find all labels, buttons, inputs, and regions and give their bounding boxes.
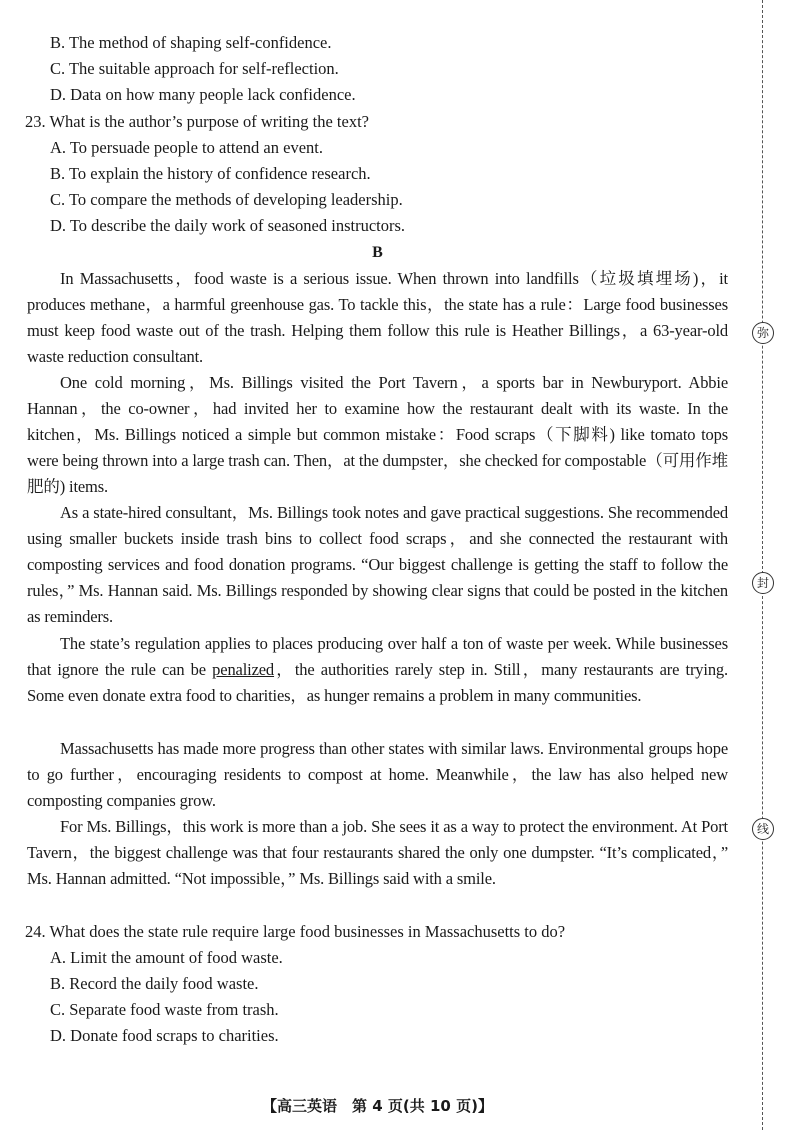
passage-paragraph-3: As a state-hired consultant，Ms. Billings took notes and gave practical suggestions. She recommended using smaller buckets inside trash bins to collect food scraps，and she connected the restaurant with composting services and food donation programs. “Our biggest challenge is getting the staff to follow the rules，” Ms. Hannan said. Ms. Billings responded by showing clear signs that could be posted in the kitchen as reminders. bbox=[27, 503, 728, 626]
section-label: B bbox=[372, 244, 383, 261]
prev-option-b: B. The method of shaping self-confidence. bbox=[50, 33, 332, 52]
underlined-word-penalized: penalized bbox=[212, 660, 275, 679]
q24-option-b: B. Record the daily food waste. bbox=[50, 974, 259, 993]
q24-option-a: A. Limit the amount of food waste. bbox=[50, 948, 283, 967]
seal-mi-icon: 弥 bbox=[752, 322, 774, 344]
passage-paragraph-6: For Ms. Billings，this work is more than a job. She sees it as a way to protect the environment. At Port Tavern，the biggest challenge was that four restaurants shared the only one dumpster. “It’s complicated，” Ms. Hannan admitted. “Not impossible，” Ms. Billings said with a smile. bbox=[27, 817, 728, 888]
q23-option-c: C. To compare the methods of developing leadership. bbox=[50, 190, 403, 209]
prev-option-d: D. Data on how many people lack confidence. bbox=[50, 85, 356, 104]
q23-option-d: D. To describe the daily work of seasoned instructors. bbox=[50, 216, 406, 235]
page-footer: 【高三英语 第 4 页(共 10 页)】 bbox=[262, 1097, 493, 1115]
para4-after: ，the authorities rarely step in. Still，many restaurants are trying. Some even donate extra food to charities，as hunger remains a problem in many communities. bbox=[27, 660, 728, 705]
passage-paragraph-2: One cold morning，Ms. Billings visited the Port Tavern，a sports bar in Newburyport. Abbie Hannan，the co-owner，had invited her to examine how the restaurant dealt with its waste. In the kitchen，Ms. Billings noticed a simple but common mistake：Food scraps（下脚料) like tomato tops were being thrown into a large trash can. Then，at the dumpster，she checked for compostable（可用作堆肥的) items. bbox=[27, 373, 728, 496]
para4-before: The state’s regulation applies to places producing over half a ton of waste per week. While businesses that ignore the rule can be bbox=[27, 634, 728, 679]
question-24-stem: 24. What does the state rule require large food businesses in Massachusetts to do? bbox=[25, 922, 566, 941]
q24-option-d: D. Donate food scraps to charities. bbox=[50, 1026, 279, 1045]
q24-option-c: C. Separate food waste from trash. bbox=[50, 1000, 279, 1019]
question-23-stem: 23. What is the author’s purpose of writing the text? bbox=[25, 112, 369, 131]
prev-option-c: C. The suitable approach for self-reflection. bbox=[50, 59, 339, 78]
passage-paragraph-4 bbox=[27, 631, 728, 709]
seal-xian-icon: 线 bbox=[752, 818, 774, 840]
passage-paragraph-5: Massachusetts has made more progress than other states with similar laws. Environmental groups hope to go further，encouraging residents to compost at home. Meanwhile，the law has also helped new composting companies grow. bbox=[27, 739, 728, 810]
binding-dashed-line bbox=[762, 0, 763, 1130]
q23-option-b: B. To explain the history of confidence research. bbox=[50, 164, 371, 183]
passage-paragraph-1: In Massachusetts，food waste is a serious issue. When thrown into landfills（垃圾填埋场)，it produces methane，a harmful greenhouse gas. To tackle this，the state has a rule：Large food businesses must keep food waste out of the trash. Helping them follow this rule is Heather Billings，a 63-year-old waste reduction consultant. bbox=[27, 269, 728, 366]
seal-feng-icon: 封 bbox=[752, 572, 774, 594]
q23-option-a: A. To persuade people to attend an event. bbox=[50, 138, 323, 157]
